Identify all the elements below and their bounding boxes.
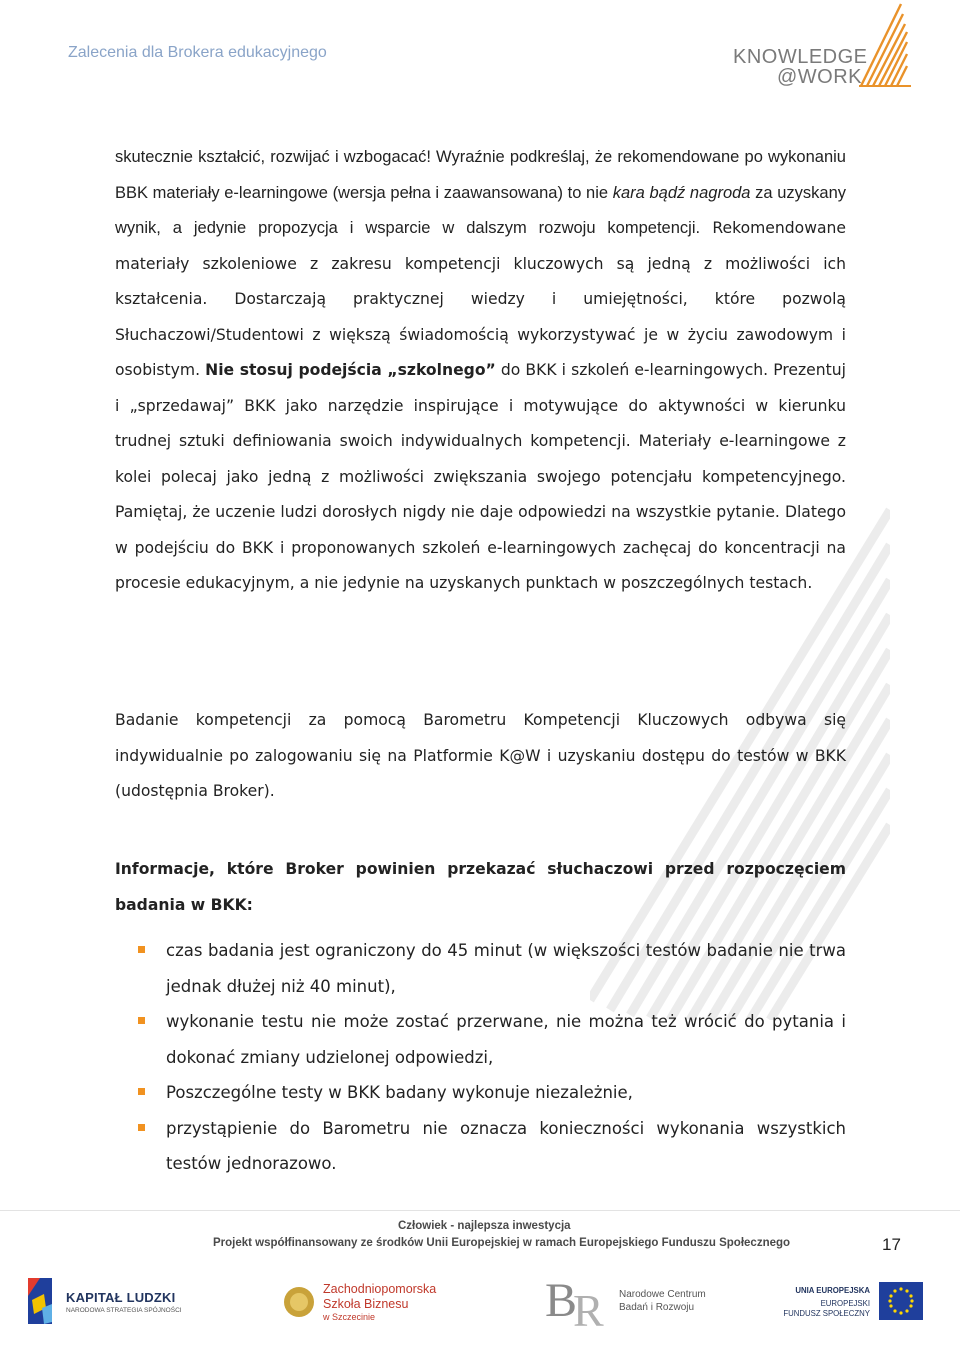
kl-title: KAPITAŁ LUDZKI <box>66 1290 176 1305</box>
knowledge-at-work-logo <box>733 0 913 90</box>
page-number: 17 <box>882 1235 901 1254</box>
p1-bold-phrase: Nie stosuj podejścia „szkolnego” <box>205 361 496 379</box>
zpsb-emblem-icon <box>283 1286 315 1318</box>
zpsb-line2: Szkoła Biznesu <box>323 1297 409 1311</box>
svg-text:R: R <box>573 1285 604 1330</box>
main-paragraph <box>115 140 846 602</box>
eu-line3: FUNDUSZ SPOŁECZNY <box>783 1309 870 1318</box>
footer-slogan: Człowiek - najlepsza inwestycja <box>398 1220 571 1232</box>
ncbr-emblem-icon <box>543 1270 615 1330</box>
p1-text-2: za uzyskany wynik, a jedynie propozycja i wsparcie w dalszym rozwoju kompetencji. <box>115 183 847 237</box>
kapital-ludzki-emblem-icon <box>22 1274 58 1328</box>
list-item <box>115 1075 846 1111</box>
broker-info-heading: Informacje, które Broker powinien przekazać słuchaczowi przed rozpoczęciem badania w BKK: <box>115 860 846 914</box>
bullet-square-icon <box>138 1124 145 1131</box>
eu-logo <box>783 1282 935 1332</box>
list-item <box>115 1004 846 1075</box>
eu-line2: EUROPEJSKI <box>820 1299 870 1308</box>
list-item <box>115 933 846 1004</box>
list-item-text: wykonanie testu nie może zostać przerwane, nie można też wrócić do pytania i dokonać zmiany udzielonej odpowiedzi, <box>166 1012 846 1067</box>
ncbr-line1: Narodowe Centrum <box>619 1289 706 1300</box>
ncbr-line2: Badań i Rozwoju <box>619 1302 695 1313</box>
svg-text:B: B <box>545 1274 578 1327</box>
header-title: Zalecenia dla Brokera edukacyjnego <box>68 44 327 61</box>
p1-text-3: Rekomendowane materiały szkoleniowe z zakresu kompetencji kluczowych są jedną z możliwości ich kształcenia. Dostarczają praktycznej wiedzy i umiejętności, które pozwolą Słuchaczowi/Studentowi z większą świadomością wykorzystywać je w życiu zawodowym i osobistym. <box>115 219 847 379</box>
list-item-text: przystąpienie do Barometru nie oznacza konieczności wykonania wszystkich testów jednorazowo. <box>166 1118 846 1173</box>
bullet-square-icon <box>138 1017 145 1024</box>
kapital-ludzki-logo <box>22 1272 202 1330</box>
list-item <box>115 1111 846 1182</box>
zpsb-line1: Zachodniopomorska <box>323 1282 437 1296</box>
list-item-text: Poszczególne testy w BKK badany wykonuje niezależnie, <box>166 1083 633 1102</box>
zachodniopomorska-szkola-biznesu-logo <box>283 1280 453 1328</box>
logo-stripes-icon <box>859 0 911 88</box>
bkk-access-paragraph: Badanie kompetencji za pomocą Barometru Kompetencji Kluczowych odbywa się indywidualnie po zalogowaniu się na Platformie K@W i uzyskaniu dostępu do testów w BKK (udostępnia Broker). <box>115 711 846 800</box>
ncbr-logo <box>543 1270 723 1330</box>
p1-text-4: do BKK i szkoleń e-learningowych. Prezentuj i „sprzedawaj” BKK jako narzędzie inspirujące i motywujące do aktywności w kierunku trudnej sztuki definiowania swoich indywidualnych kompetencji. Materiały e-learningowe z kolei polecaj jako jedną z możliwości zwiększania swojego potencjału kompetencyjnego. Pamiętaj, że uczenie ludzi dorosłych nigdy nie daje odpowiedzi na wszystkie pytanie. Dlatego w podejściu do BKK i proponowanych szkoleń e-learningowych zachęcaj do koncentracji na procesie edukacyjnym, a nie jedynie na uzyskanych punktach w poszczególnych testach. <box>115 361 846 592</box>
eu-line1: UNIA EUROPEJSKA <box>795 1286 870 1295</box>
bullet-square-icon <box>138 946 145 953</box>
broker-info-list <box>115 933 846 1182</box>
p1-italic-phrase: kara bądź nagroda <box>612 183 751 202</box>
eu-flag-icon <box>879 1282 923 1320</box>
kl-subtitle: NARODOWA STRATEGIA SPÓJNOŚCI <box>66 1307 182 1314</box>
logo-line1: KNOWLEDGE <box>733 46 868 68</box>
bullet-square-icon <box>138 1088 145 1095</box>
footer-divider <box>0 1210 960 1211</box>
p1-text-1: skutecznie kształcić, rozwijać i wzbogacać! Wyraźnie podkreślaj, że rekomendowane po wykonaniu BBK materiały e-learningowe (wersja pełna i zaawansowana) to nie <box>115 148 846 202</box>
logo-line2: @WORK <box>777 66 863 88</box>
zpsb-line3: w Szczecinie <box>323 1312 376 1322</box>
footer-cofinancing-note: Projekt współfinansowany ze środków Unii Europejskiej w ramach Europejskiego Funduszu Społecznego <box>213 1237 791 1249</box>
list-item-text: czas badania jest ograniczony do 45 minut (w większości testów badanie nie trwa jednak dłużej niż 40 minut), <box>166 941 846 996</box>
